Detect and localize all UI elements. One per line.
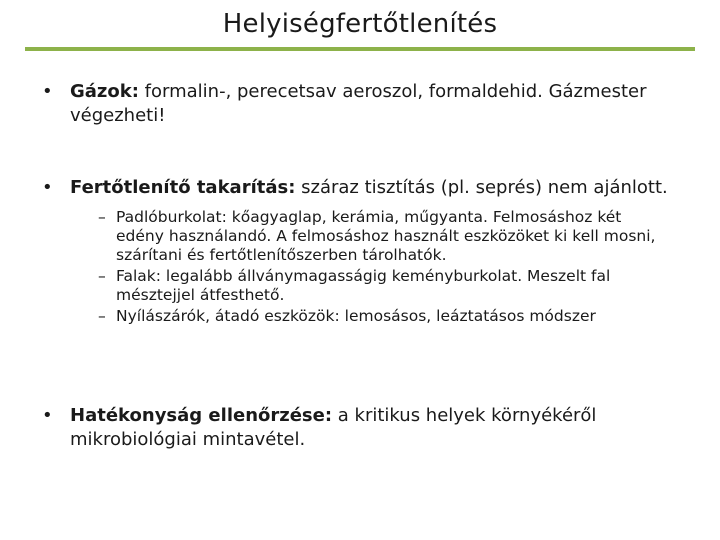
bullet-hatekonysag bbox=[0, 404, 720, 452]
bullet-dot-icon: • bbox=[42, 177, 53, 198]
sub-list bbox=[0, 208, 720, 326]
bullet-fertotlenito-takaritas bbox=[0, 176, 720, 328]
sub-item-padloburkolat bbox=[0, 208, 720, 265]
bullet-heading: Gázok: bbox=[70, 81, 139, 102]
slide-title: Helyiségfertőtlenítés bbox=[222, 9, 498, 39]
sub-item-falak bbox=[0, 267, 720, 305]
title-underline bbox=[25, 47, 695, 51]
dash-icon: – bbox=[98, 307, 106, 325]
bullet-dot-icon: • bbox=[42, 405, 53, 426]
bullet-heading: Fertőtlenítő takarítás: bbox=[70, 177, 296, 198]
bullet-dot-icon: • bbox=[42, 81, 53, 102]
bullet-text: száraz tisztítás (pl. seprés) nem ajánlott. bbox=[295, 177, 668, 198]
dash-icon: – bbox=[98, 267, 106, 285]
bullet-text: a kritikus helyek környékéről mikrobiológiai mintavétel. bbox=[70, 405, 597, 450]
sub-item-nyilaszarok bbox=[0, 307, 720, 326]
bullet-text: formalin-, perecetsav aeroszol, formaldehid. Gázmester végezheti! bbox=[70, 81, 647, 126]
sub-item-text: Nyílászárók, átadó eszközök: lemosásos, leáztatásos módszer bbox=[116, 307, 596, 325]
dash-icon: – bbox=[98, 208, 106, 226]
sub-item-text: Falak: legalább állványmagasságig keményburkolat. Meszelt fal mésztejjel átfesthető. bbox=[116, 267, 611, 304]
sub-item-text: Padlóburkolat: kőagyaglap, kerámia, műgyanta. Felmosáshoz két edény használandó. A felmosáshoz használt eszközöket ki kell mosni, szárítani és fertőtlenítőszerben tárolhatók. bbox=[116, 208, 656, 264]
bullet-heading: Hatékonyság ellenőrzése: bbox=[70, 405, 333, 426]
bullet-gazok bbox=[0, 80, 720, 128]
